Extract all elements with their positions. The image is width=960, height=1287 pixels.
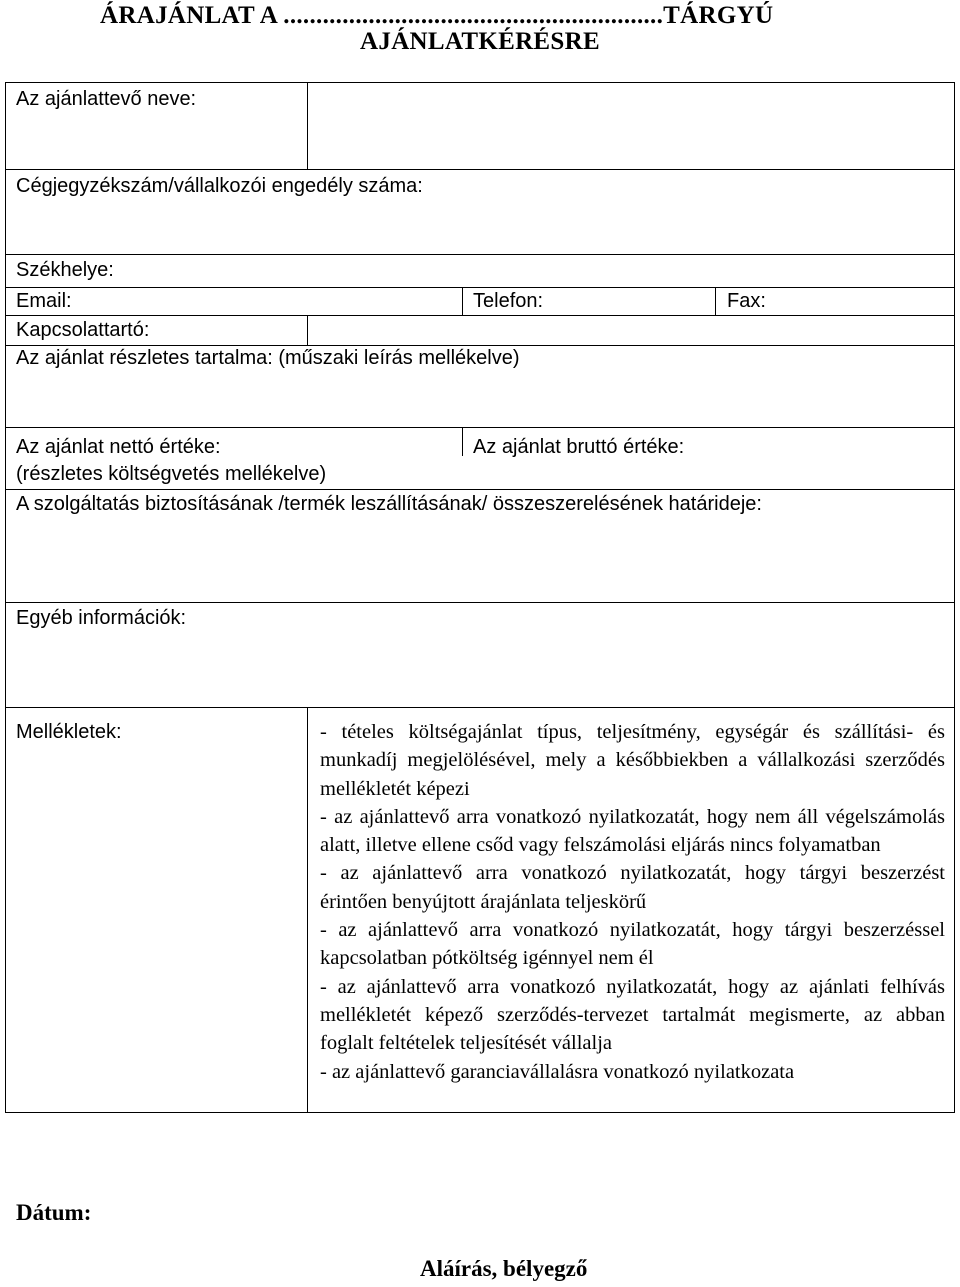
table-border-top: [5, 82, 955, 83]
document-title-line-2: AJÁNLATKÉRÉSRE: [360, 28, 600, 55]
row-divider: [5, 287, 955, 288]
row-divider: [5, 427, 955, 428]
deadline-label: A szolgáltatás biztosításának /termék leszállításának/ összeszerelésének határideje:: [16, 493, 762, 515]
seat-label: Székhelye:: [16, 259, 114, 281]
fax-label: Fax:: [727, 290, 766, 312]
column-divider: [307, 315, 308, 346]
attachments-list: [320, 718, 945, 1086]
attachments-label: Mellékletek:: [16, 721, 122, 743]
attachment-item: - az ajánlattevő arra vonatkozó nyilatkozatát, hogy az ajánlati felhívás mellékletét képező szerződés-tervezet tartalmát megismerte, az abban foglalt feltételek teljesítését vállalja: [320, 975, 945, 1055]
table-border-bottom: [5, 1112, 955, 1113]
row-divider: [5, 254, 955, 255]
attachment-item: - tételes költségajánlat típus, teljesítmény, egységár és szállítási- és munkadíj megjelölésével, mely a későbbiekben a vállalkozási szerződés mellékletét képezi: [320, 721, 945, 800]
registration-number-label: Cégjegyzékszám/vállalkozói engedély száma:: [16, 175, 423, 197]
signature-stamp-label: Aláírás, bélyegző: [420, 1256, 588, 1281]
row-divider: [5, 169, 955, 170]
attachment-item: - az ajánlattevő arra vonatkozó nyilatkozatát, hogy tárgyi beszerzést érintően benyújtott árajánlata teljeskörű: [320, 862, 945, 913]
attachment-item: - az ajánlattevő arra vonatkozó nyilatkozatát, hogy nem áll végelszámolás alatt, illetve ellene csőd vagy felszámolási eljárás nincs folyamatban: [320, 805, 945, 857]
attachment-item: - az ajánlattevő arra vonatkozó nyilatkozatát, hogy tárgyi beszerzéssel kapcsolatban pótköltség igénnyel nem él: [320, 919, 945, 970]
row-divider: [5, 602, 955, 603]
column-divider: [462, 427, 463, 456]
offeror-name-label: Az ajánlattevő neve:: [16, 88, 197, 110]
document-title-line-1: ÁRAJÁNLAT A ..........................................................TÁRGYÚ: [100, 2, 774, 29]
net-value-label: Az ajánlat nettó értéke:: [16, 436, 221, 458]
row-divider: [5, 707, 955, 708]
offer-details-label: Az ajánlat részletes tartalma: (műszaki leírás mellékelve): [16, 347, 520, 369]
gross-value-label: Az ajánlat bruttó értéke:: [473, 436, 685, 458]
column-divider: [307, 707, 308, 1112]
phone-label: Telefon:: [473, 290, 544, 312]
table-border-right: [954, 82, 955, 1113]
table-border-left: [5, 82, 6, 1113]
row-divider: [5, 489, 955, 490]
contact-person-label: Kapcsolattartó:: [16, 319, 150, 341]
email-label: Email:: [16, 290, 72, 312]
other-info-label: Egyéb információk:: [16, 607, 187, 629]
column-divider: [715, 287, 716, 316]
column-divider: [307, 82, 308, 170]
date-label: Dátum:: [16, 1200, 92, 1225]
budget-note: (részletes költségvetés mellékelve): [16, 463, 327, 485]
row-divider: [5, 315, 955, 316]
column-divider: [462, 287, 463, 316]
attachment-item: - az ajánlattevő garanciavállalásra vonatkozó nyilatkozata: [320, 1060, 795, 1083]
